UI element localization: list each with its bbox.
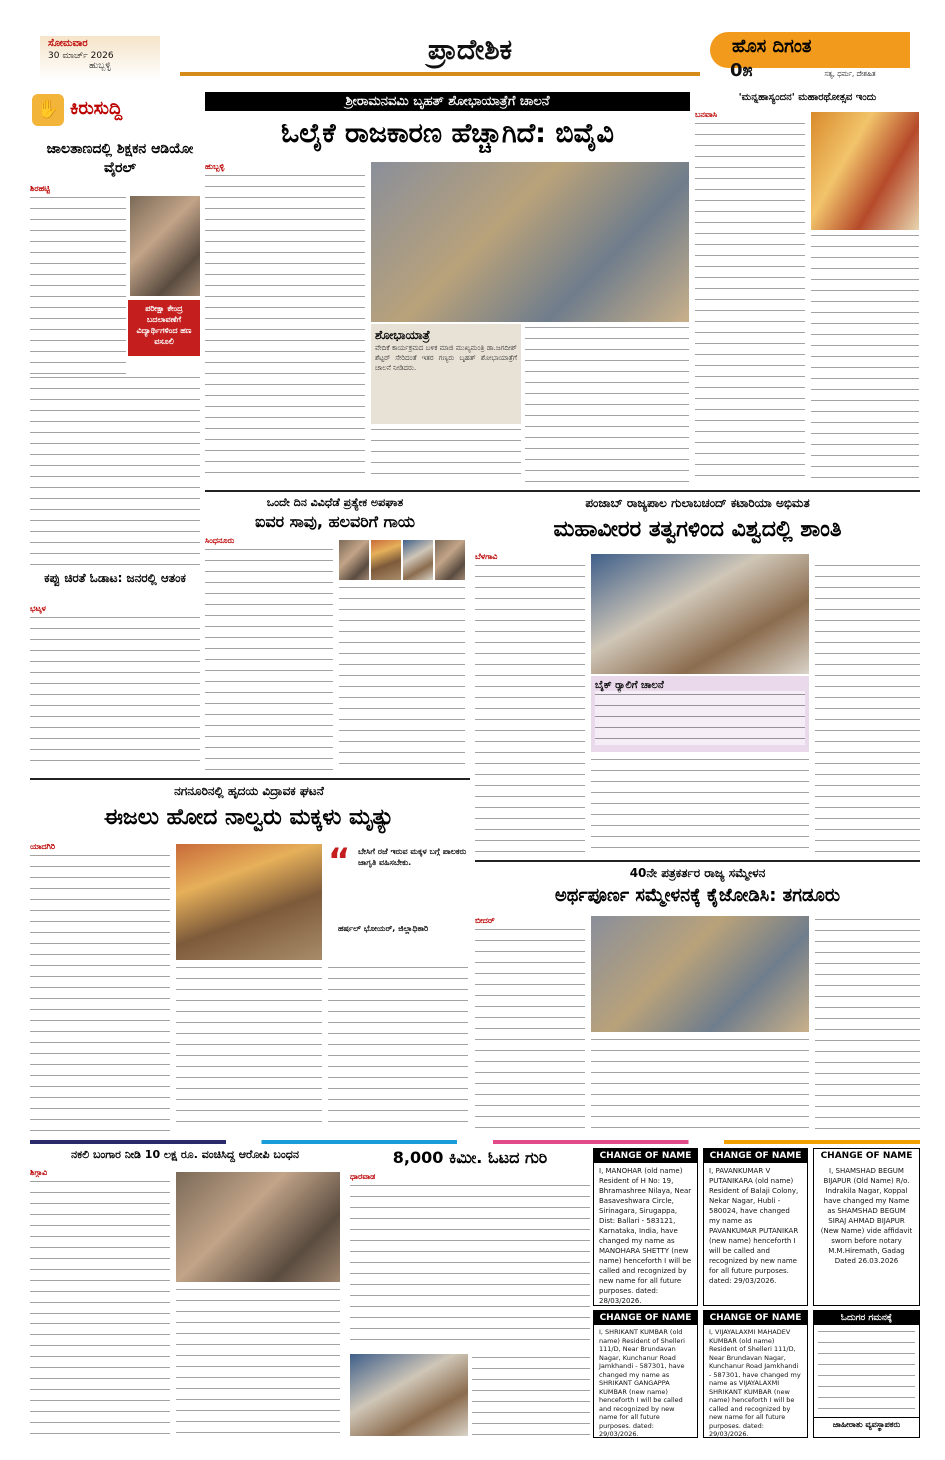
rathotsava-dateline: ಬನವಾಸಿ xyxy=(695,110,718,119)
drowning-photo xyxy=(176,844,322,960)
shanti-body-2 xyxy=(591,756,809,852)
ad-title: CHANGE OF NAME xyxy=(594,1311,697,1325)
kirusuddi-column xyxy=(30,92,200,772)
ad-title: CHANGE OF NAME xyxy=(594,1149,697,1163)
km-target-dateline: ಧಾರವಾಡ xyxy=(350,1172,376,1181)
readers-notice-footer: ಜಾಹೀರಾತು ವ್ಯವಸ್ಥಾಪಕರು xyxy=(814,1417,919,1432)
ad-body: I, VIJAYALAXMI MAHADEV KUMBAR (old name) Resident of Shelleri 111/D, Near Brundavan Nagar, Kunchanur Road Jamkhandi - 587301, have changed my name as VIJAYALAXMI SHRIKANT KUMBAR (new name) henceforth I will be called and recognized by new name for all future purposes. dated: 29/03/2026. xyxy=(709,1328,801,1438)
issue-date: 30 ಮಾರ್ಚ್ 2026 xyxy=(48,51,114,61)
drowning-dateline: ಯಾದಗಿರಿ xyxy=(30,842,56,851)
divider-h1 xyxy=(205,490,920,492)
drowning-kicker: ನಗನೂರಿನಲ್ಲಿ ಹೃದಯ ವಿದ್ರಾವಕ ಘಟನೆ xyxy=(174,784,324,798)
fake-gold-headline: ನಕಲಿ ಬಂಗಾರ ನೀಡಿ 10 ಲಕ್ಷ ರೂ. ವಂಚಿಸಿದ್ದ ಆರೋಪಿ ಬಂಧನ xyxy=(71,1148,299,1161)
shanti-body-1 xyxy=(475,562,585,852)
teacher-photo xyxy=(130,196,200,296)
journalists-dateline: ಬೀದರ್ xyxy=(475,916,495,925)
shanti-story xyxy=(475,496,920,856)
shanti-kicker: ಪಂಜಾಬ್ ರಾಜ್ಯಪಾಲ ಗುಲಾಬಚಂದ್ ಕಟಾರಿಯಾ ಅಭಿಮತ xyxy=(585,496,810,510)
bike-rally-body xyxy=(595,691,805,745)
kirusuddi-body-3 xyxy=(30,614,200,764)
kirusuddi-body-1 xyxy=(30,194,126,374)
drowning-body-2 xyxy=(176,964,322,1132)
fake-gold-dateline: ಶಿಗ್ಗಾವಿ xyxy=(30,1168,48,1177)
journalists-kicker: 40ನೇ ಪತ್ರಕರ್ತರ ರಾಜ್ಯ ಸಮ್ಮೇಳನ xyxy=(629,866,766,880)
fake-gold-body-2 xyxy=(176,1286,340,1436)
journalists-headline: ಅರ್ಥಪೂರ್ಣ ಸಮ್ಮೇಳನಕ್ಕೆ ಕೈಜೋಡಿಸಿ: ತಗಡೂರು xyxy=(554,885,841,906)
kirusuddi-dateline: ಶಿರಹಟ್ಟಿ xyxy=(30,184,50,193)
km-target-story xyxy=(350,1148,590,1438)
runner-photo xyxy=(350,1354,468,1436)
victim-photo-4 xyxy=(435,540,465,580)
rathotsava-story xyxy=(695,92,920,487)
journalists-story xyxy=(475,866,920,1136)
accidents-headline: ಐವರ ಸಾವು, ಹಲವರಿಗೆ ಗಾಯ xyxy=(255,512,415,531)
drowning-body-3 xyxy=(328,964,468,1132)
section-title: ಪ್ರಾದೇಶಿಕ xyxy=(427,33,513,66)
hand-icon: ✋ xyxy=(32,94,64,126)
shanti-dateline: ಬೆಳಗಾವಿ xyxy=(475,552,498,561)
ad-change-of-name-3 xyxy=(813,1148,920,1306)
readers-notice-body xyxy=(818,1328,915,1414)
ad-change-of-name-1 xyxy=(593,1148,698,1306)
bike-rally-title: ಬೈಕ್ ರ‍್ಯಾಲಿಗೆ ಚಾಲನೆ xyxy=(595,680,664,691)
accidents-body-2 xyxy=(339,584,465,772)
lead-body-3 xyxy=(371,426,521,482)
paper-tagline: ಸತ್ಯ, ಧರ್ಮ, ದೇಶಹಿತ xyxy=(824,70,876,78)
fake-gold-body-3 xyxy=(30,1320,170,1436)
drowning-body-1 xyxy=(30,852,170,1132)
ad-change-of-name-4 xyxy=(593,1310,698,1438)
kirusuddi-dateline-2: ಭಟ್ಕಳ xyxy=(30,604,46,613)
victim-photo-3 xyxy=(403,540,433,580)
accidents-dateline: ಸಿಂಧನೂರು xyxy=(205,536,235,545)
kirusuddi-label xyxy=(30,92,200,128)
police-photo xyxy=(176,1172,340,1282)
kirusuddi-body-2 xyxy=(30,374,200,568)
lead-kicker: ಶ್ರೀರಾಮನವಮಿ ಬೃಹತ್ ಶೋಭಾಯಾತ್ರೆಗೆ ಚಾಲನೆ xyxy=(205,92,690,111)
journalists-body-2 xyxy=(591,1036,809,1134)
kirusuddi-quote: ಪರೀಕ್ಷಾ ಕೇಂದ್ರ ಬದಲಾವಣೆಗೆ ವಿದ್ಯಾರ್ಥಿಗಳಿಂದ ಹಣ ವಸೂಲಿ xyxy=(128,300,200,356)
ad-body: I, SHAMSHAD BEGUM BIJAPUR (Old Name) R/o. Indrakila Nagar, Koppal have changed my Name as SHAMSHAD BEGUM SIRAJ AHMAD BIJAPUR (New Name) vide affidavit sworn before notary M.M.Hiremath, Gadag Dated 26.03.2026 xyxy=(820,1167,913,1265)
fake-gold-story xyxy=(30,1148,340,1438)
kirusuddi-headline: ಜಾಲತಾಣದಲ್ಲಿ ಶಿಕ್ಷಕನ ಆಡಿಯೋ ವೈರಲ್ xyxy=(46,141,194,176)
page-number: 0೫ xyxy=(730,60,753,81)
rathotsava-headline: 'ಮನ್ನಹಾಸ್ಯಂದನ' ಮಹಾರಥೋತ್ಸವ ಇಂದು xyxy=(738,92,877,103)
lead-photo-caption-box xyxy=(371,324,521,424)
ad-change-of-name-5 xyxy=(703,1310,808,1438)
kirusuddi-headline-2: ಕಪ್ಪು ಚಿರತೆ ಓಡಾಟ: ಜನರಲ್ಲಿ ಆತಂಕ xyxy=(44,571,186,585)
paper-name: ಹೊಸ ದಿಗಂತ xyxy=(732,36,812,57)
drowning-quote: ಬೇಸಿಗೆ ರಜೆ ಇರುವ ಮಕ್ಕಳ ಬಗ್ಗೆ ಪಾಲಕರು ಜಾಗೃತಿ ವಹಿಸಬೇಕು. xyxy=(358,847,467,867)
ad-title: CHANGE OF NAME xyxy=(814,1149,919,1163)
drowning-quote-author: ಹರ್ಷಲ್ ಭೋಯರ್, ಜಿಲ್ಲಾಧಿಕಾರಿ xyxy=(338,924,429,933)
section-underline xyxy=(180,72,700,76)
rathotsava-body-1 xyxy=(695,120,805,482)
ad-title: CHANGE OF NAME xyxy=(704,1311,807,1325)
readers-notice xyxy=(813,1310,920,1438)
lead-headline: ಓಲೈಕೆ ರಾಜಕಾರಣ ಹೆಚ್ಚಾಗಿದೆ: ಬಿವೈವಿ xyxy=(281,118,614,149)
drowning-headline: ಈಜಲು ಹೋದ ನಾಲ್ವರು ಮಕ್ಕಳು ಮೃತ್ಯು xyxy=(103,805,395,830)
masthead xyxy=(0,0,945,90)
km-target-body-1 xyxy=(350,1182,590,1350)
bike-rally-box xyxy=(591,676,809,752)
ad-title: CHANGE OF NAME xyxy=(704,1149,807,1163)
accidents-story xyxy=(205,496,465,774)
victim-photo-2 xyxy=(371,540,401,580)
issue-info xyxy=(40,36,160,80)
drowning-quote-box xyxy=(328,841,468,960)
lead-body-1 xyxy=(205,172,365,482)
rathotsava-body-2 xyxy=(811,232,919,482)
journalists-body-3 xyxy=(815,916,920,1134)
issue-day: ಸೋಮವಾರ xyxy=(48,38,88,49)
lead-photo-title: ಶೋಭಾಯಾತ್ರೆ xyxy=(375,328,431,342)
divider-h3 xyxy=(475,860,920,862)
lead-body-2 xyxy=(525,324,689,482)
ad-body: I, SHRIKANT KUMBAR (old name) Resident of Shelleri 111/D, Near Brundavan Nagar, Kunchanur Road Jamkhandi - 587301, have changed my name as SHRIKANT GANGAPPA KUMBAR (new name) henceforth I will be called and recognized by new name for all future purposes. dated: 29/03/2026. xyxy=(599,1328,685,1438)
km-target-body-2 xyxy=(472,1354,590,1436)
ad-change-of-name-2 xyxy=(703,1148,808,1306)
quote-mark-icon: “ xyxy=(328,841,351,881)
ratha-photo xyxy=(811,112,919,230)
shanti-body-3 xyxy=(815,562,920,852)
divider-h2 xyxy=(30,778,470,780)
journalists-photo xyxy=(591,916,809,1032)
shanti-photo xyxy=(591,554,809,674)
lead-photo-caption: ವೇದಿಕೆ ಕಾರ್ಯಕ್ರಮದ ಬಳಿಕ ಮಾಜಿ ಮುಖ್ಯಮಂತ್ರಿ ಡಾ.ಜಗದೀಶ್ ಶೆಟ್ಟರ್ ಸೇರಿದಂತೆ ಇತರ ಗಣ್ಯರು ಬೃಹತ್ ಶೋಭಾಯಾತ್ರೆಗೆ ಚಾಲನೆ ನೀಡಿದರು. xyxy=(375,344,517,372)
accidents-kicker: ಒಂದೇ ದಿನ ವಿವಿಧೆಡೆ ಪ್ರತ್ಯೇಕ ಅಪಘಾತ xyxy=(266,496,404,509)
drowning-story xyxy=(30,784,468,1136)
km-target-headline: 8,000 ಕಿಮೀ. ಓಟದ ಗುರಿ xyxy=(392,1148,548,1167)
readers-notice-title: ಓದುಗರ ಗಮನಕ್ಕೆ xyxy=(814,1311,919,1325)
ad-body: I, PAVANKUMAR V PUTANIKARA (old name) Resident of Balaji Colony, Nekar Nagar, Hubli - 580024, have changed my name as PAVANKUMAR PUTANIKAR (new name) henceforth I will be called and recognized by new name for all future purposes. dated: 29/03/2026. xyxy=(709,1167,799,1285)
lead-story xyxy=(205,92,690,487)
journalists-body-1 xyxy=(475,926,585,1134)
accidents-body-1 xyxy=(205,546,333,772)
lead-photo xyxy=(371,162,689,322)
victim-photo-1 xyxy=(339,540,369,580)
shanti-headline: ಮಹಾವೀರರ ತತ್ವಗಳಿಂದ ವಿಶ್ವದಲ್ಲಿ ಶಾಂತಿ xyxy=(553,517,842,542)
fake-gold-body-1 xyxy=(30,1178,170,1318)
ad-body: I, MANOHAR (old name) Resident of H No: 19, Bhramashree Nilaya, Near Basaveshwara Circle, Sirinagara, Sirugappa, Dist: Ballari - 583121, Karnataka, India, have changed my name as MANOHARA SHETTY (new name) henceforth I will be called and recognized by new name for all future purposes. dated: 28/03/2026. xyxy=(599,1167,692,1305)
color-bar xyxy=(30,1140,920,1144)
lead-dateline: ಹುಬ್ಬಳ್ಳಿ xyxy=(205,162,225,171)
kirusuddi-title: ಕಿರುಸುದ್ದಿ xyxy=(70,98,123,119)
issue-city: ಹುಬ್ಬಳ್ಳಿ xyxy=(89,61,111,71)
